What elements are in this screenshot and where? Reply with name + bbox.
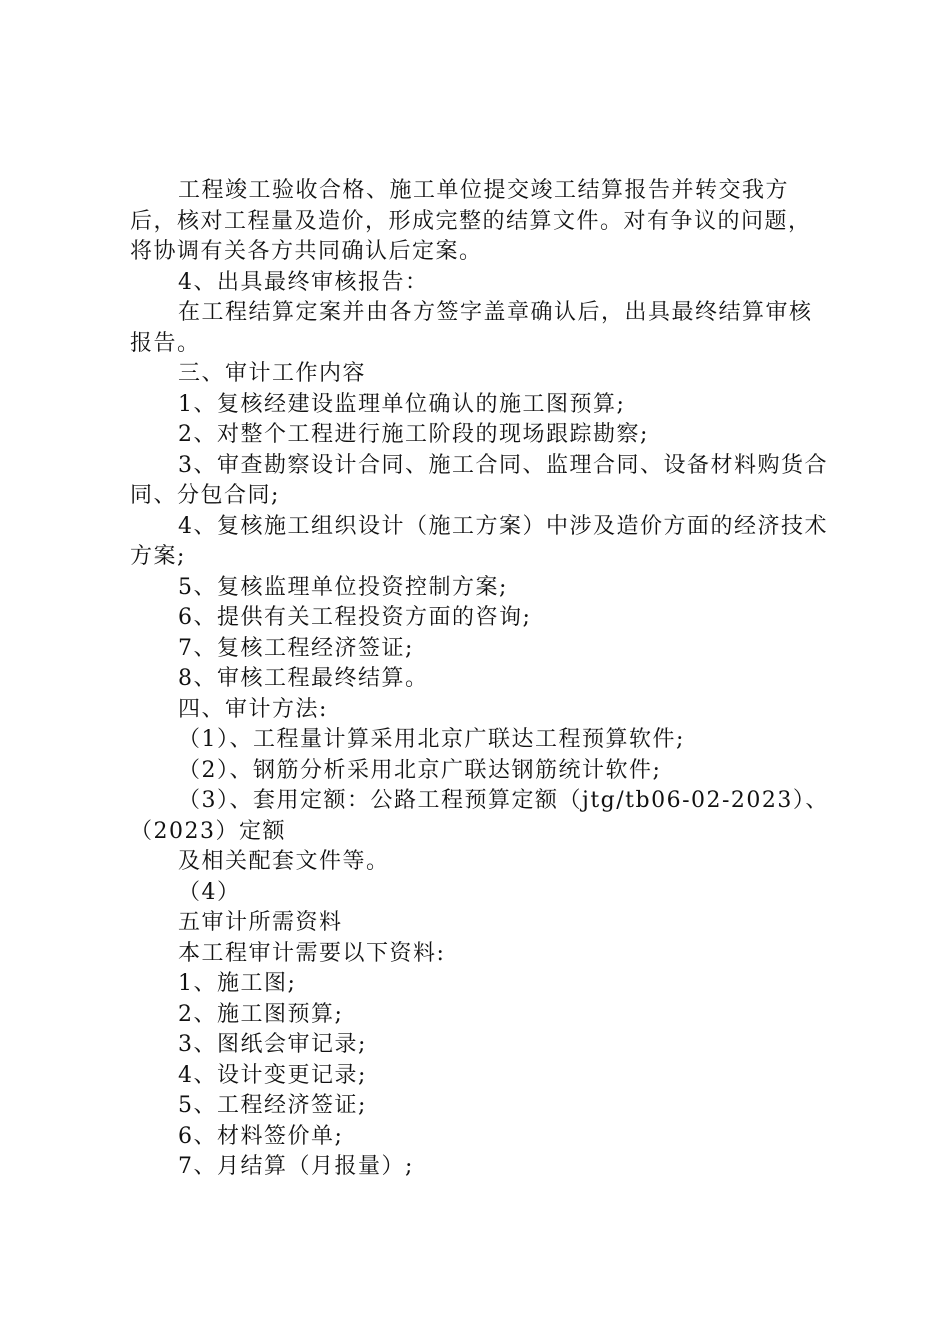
section-heading-required-materials: 五审计所需资料	[178, 910, 343, 935]
paragraph-required-materials: 本工程审计需要以下资料:	[178, 940, 446, 966]
section-heading-audit-method: 四、审计方法:	[178, 696, 328, 722]
list-item: 6、材料签价单;	[178, 1123, 344, 1149]
section-heading-audit-content: 三、审计工作内容	[178, 361, 367, 386]
heading-final-report: 4、出具最终审核报告：	[178, 269, 429, 295]
list-item: 5、工程经济签证;	[178, 1093, 367, 1118]
list-item: 5、复核监理单位投资控制方案;	[178, 574, 508, 600]
list-item: 4、复核施工组织设计（施工方案）中涉及造价方面的经济技术方案;	[130, 513, 828, 569]
list-item: （2）、钢筋分析采用北京广联达钢筋统计软件;	[178, 757, 662, 783]
list-item: 2、对整个工程进行施工阶段的现场跟踪勘察;	[178, 422, 649, 447]
list-item: 3、审查勘察设计合同、施工合同、监理合同、设备材料购货合同、分包合同;	[130, 452, 828, 508]
document-body	[130, 176, 830, 1183]
paragraph-settlement-intro: 工程竣工验收合格、施工单位提交竣工结算报告并转交我方后，核对工程量及造价，形成完整的结算文件。对有争议的问题，将协调有关各方共同确认后定案。	[130, 178, 812, 264]
list-item: 4、设计变更记录;	[178, 1062, 367, 1088]
paragraph-final-report: 在工程结算定案并由各方签字盖章确认后，出具最终结算审核报告。	[130, 300, 813, 356]
list-item: 8、审核工程最终结算。	[178, 666, 429, 691]
list-item: 2、施工图预算;	[178, 1001, 344, 1027]
list-item: 6、提供有关工程投资方面的咨询;	[178, 605, 532, 630]
list-item: 7、月结算（月报量）;	[178, 1154, 414, 1179]
list-item: 7、复核工程经济签证;	[178, 635, 414, 661]
list-item: 1、复核经建设监理单位确认的施工图预算;	[178, 391, 626, 417]
list-item: （4）	[178, 879, 241, 905]
list-item-continuation: 及相关配套文件等。	[178, 849, 390, 874]
list-item: （1）、工程量计算采用北京广联达工程预算软件;	[178, 727, 685, 752]
list-item: 3、图纸会审记录;	[178, 1032, 367, 1057]
list-item: 1、施工图;	[178, 971, 297, 996]
list-item: （3）、套用定额：公路工程预算定额（jtg/tb06-02-2023）、（2023）定额	[130, 788, 829, 844]
